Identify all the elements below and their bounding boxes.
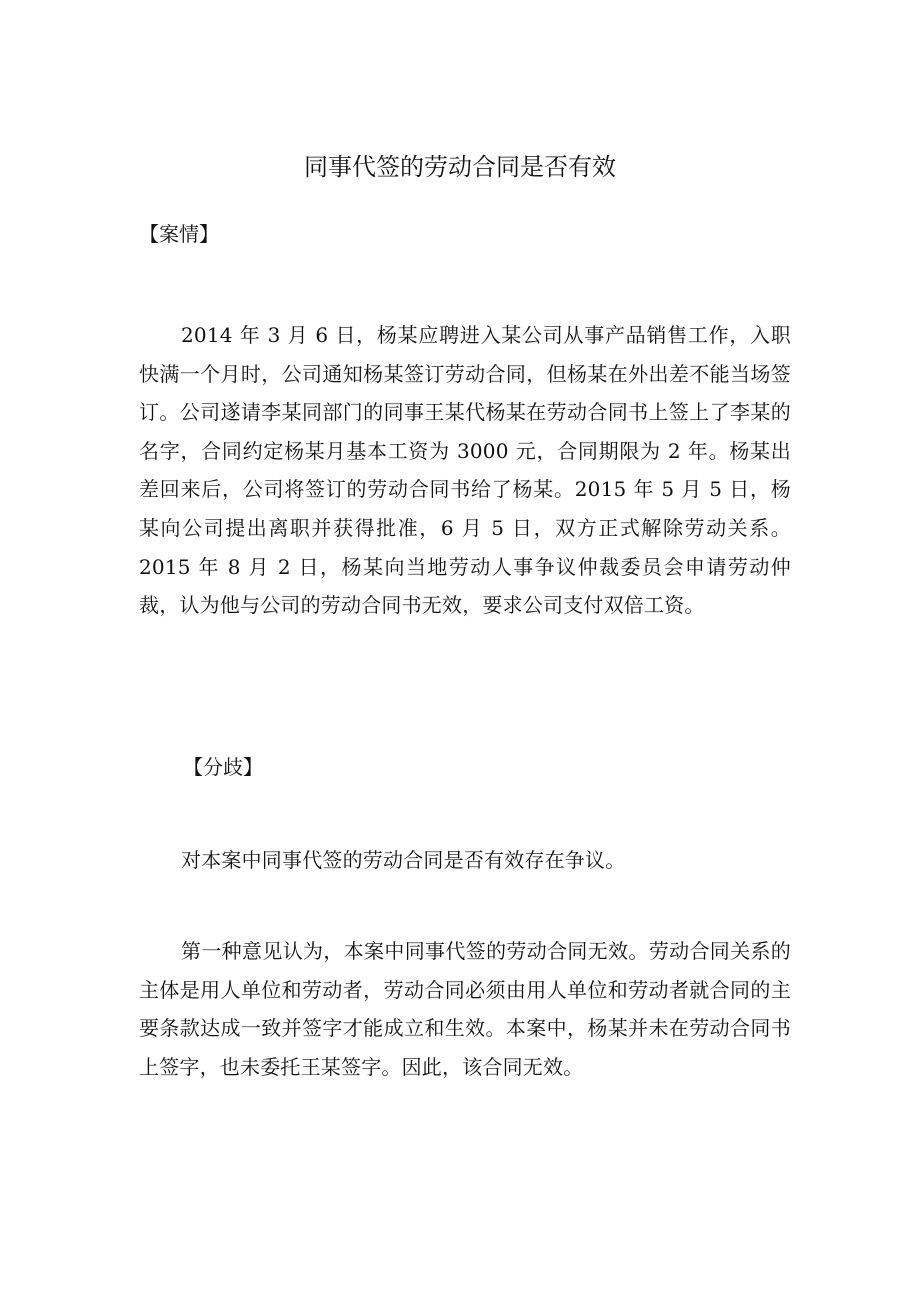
case-paragraph: 2014 年 3 月 6 日，杨某应聘进入某公司从事产品销售工作，入职快满一个月时，公司通知杨某签订劳动合同，但杨某在外出差不能当场签订。公司遂请李某同部门的同事王某代杨某在劳动合同书上签上了李某的名字，合同约定杨某月基本工资为 3000 元，合同期限为 2 年。杨某出差回来后，公司将签订的劳动合同书给了杨某。2015 年 5 月 5 日，杨某向公司提出离职并获得批准，6 月 5 日，双方正式解除劳动关系。2015 年 8 月 2 日，杨某向当地劳动人事争议仲裁委员会申请劳动仲裁，认为他与公司的劳动合同书无效，要求公司支付双倍工资。: [139, 323, 791, 618]
document-title: 同事代签的劳动合同是否有效: [304, 153, 616, 181]
dispute-paragraph-first-opinion: 第一种意见认为，本案中同事代签的劳动合同无效。劳动合同关系的主体是用人单位和劳动者，劳动合同必须由用人单位和劳动者就合同的主要条款达成一致并签字才能成立和生效。本案中，杨某并未在劳动合同书上签字，也未委托王某签字。因此，该合同无效。: [139, 939, 791, 1079]
section-heading-dispute: 【分歧】: [183, 755, 263, 779]
dispute-paragraph-intro: 对本案中同事代签的劳动合同是否有效存在争议。: [181, 848, 626, 872]
section-heading-case: 【案情】: [139, 222, 219, 246]
